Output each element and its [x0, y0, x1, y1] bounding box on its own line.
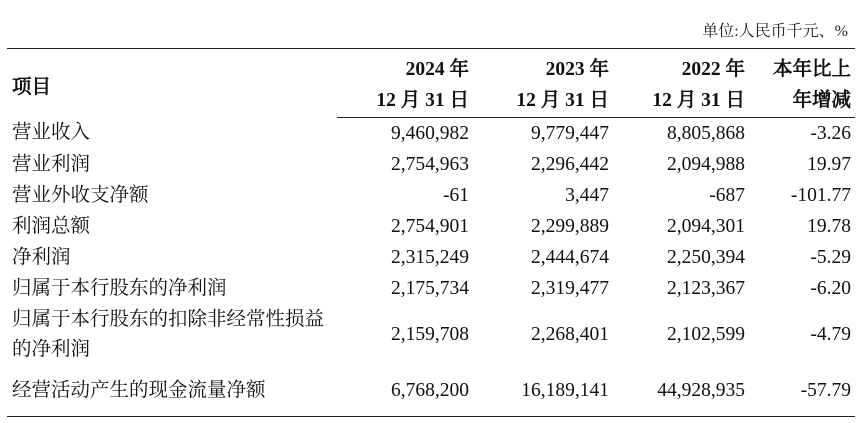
value-change: 19.97: [807, 153, 851, 175]
value-2022: 2,094,988: [667, 153, 745, 175]
row-label: 净利润: [12, 246, 71, 268]
value-2023: 2,296,442: [531, 153, 609, 175]
row-label: 营业利润: [12, 153, 91, 175]
table-row: [7, 304, 855, 366]
value-change: -101.77: [790, 184, 851, 206]
value-2023: 16,189,141: [473, 366, 613, 417]
header-row: [7, 49, 855, 82]
value-2022: 44,928,935: [613, 366, 749, 417]
col-2024-year: 2024 年: [337, 49, 473, 82]
value-2024: 6,768,200: [337, 366, 473, 417]
value-2024: 9,460,982: [391, 122, 469, 144]
item-column-header: 项目: [7, 49, 337, 118]
value-2024: 2,754,963: [391, 153, 469, 175]
value-2022: -687: [709, 184, 745, 206]
col-change-line1: 本年比上: [749, 49, 855, 82]
value-2022: 2,102,599: [667, 324, 745, 345]
table-row: [7, 366, 855, 417]
value-2023: 2,444,674: [531, 246, 609, 268]
col-2023-date: 12 月 31 日: [473, 81, 613, 118]
value-change: -5.29: [810, 246, 851, 268]
value-change: -3.26: [810, 122, 851, 144]
value-2024: 2,315,249: [391, 246, 469, 268]
col-change-line2: 年增减: [749, 81, 855, 118]
value-2023: 2,319,477: [531, 277, 609, 299]
col-2022-year: 2022 年: [613, 49, 749, 82]
value-2022: 2,250,394: [667, 246, 745, 268]
row-label: 归属于本行股东的净利润: [12, 277, 227, 299]
table-row: [7, 273, 855, 304]
row-label: 营业收入: [12, 122, 91, 144]
value-change: -4.79: [810, 324, 851, 345]
row-label: 营业外收支净额: [12, 184, 149, 206]
col-2024-date: 12 月 31 日: [337, 81, 473, 118]
row-label: 利润总额: [12, 215, 91, 237]
value-2023: 2,268,401: [531, 324, 609, 345]
value-change: 19.78: [807, 215, 851, 237]
value-2022: 8,805,868: [667, 122, 745, 144]
value-2024: 2,159,708: [391, 324, 469, 345]
value-2024: 2,175,734: [391, 277, 469, 299]
table-row: [7, 242, 855, 273]
value-2023: 9,779,447: [531, 122, 609, 144]
table-row: [7, 211, 855, 242]
col-2022-date: 12 月 31 日: [613, 81, 749, 118]
value-2024: -61: [443, 184, 469, 206]
value-2024: 2,754,901: [391, 215, 469, 237]
financial-summary-table: [7, 48, 855, 417]
value-change: -6.20: [810, 277, 851, 299]
table-row: [7, 149, 855, 180]
table-row: [7, 118, 855, 150]
value-2023: 3,447: [565, 184, 609, 206]
row-label: 归属于本行股东的扣除非经常性损益的净利润: [12, 309, 325, 360]
row-label: 经营活动产生的现金流量净额: [7, 366, 337, 417]
unit-note: 单位:人民币千元、%: [702, 23, 848, 40]
value-2022: 2,123,367: [667, 277, 745, 299]
value-2022: 2,094,301: [667, 215, 745, 237]
table-row: [7, 180, 855, 211]
value-2023: 2,299,889: [531, 215, 609, 237]
value-change: -57.79: [749, 366, 855, 417]
col-2023-year: 2023 年: [473, 49, 613, 82]
